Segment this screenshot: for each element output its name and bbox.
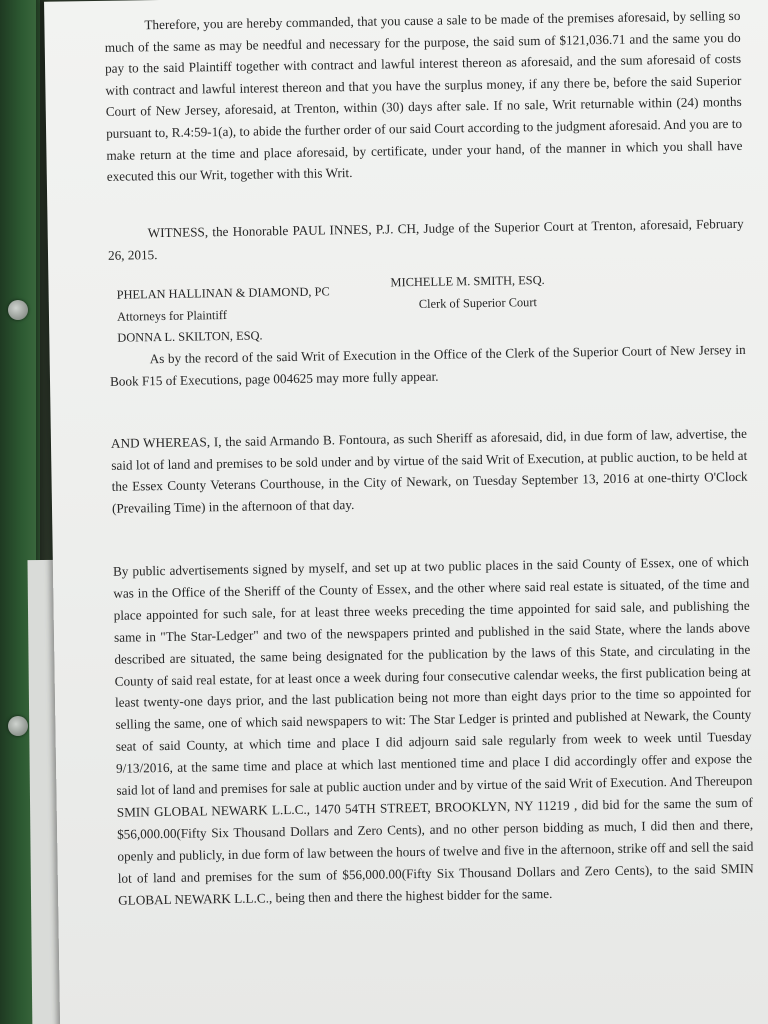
- binder-hole-bottom: [8, 716, 28, 736]
- signature-block: [108, 272, 745, 347]
- clerk-title: Clerk of Superior Court: [418, 294, 537, 311]
- command-paragraph-block: [104, 5, 743, 188]
- document-page: [44, 0, 768, 1024]
- record-paragraph: As by the record of the said Writ of Execution in the Office of the Clerk of the Superior Court of New Jersey in Book F15 of Executions, page 004625 may more fully appear.: [109, 341, 746, 389]
- command-paragraph: Therefore, you are hereby commanded, that you cause a sale to be made of the premises aforesaid, by selling so much of the same as may be needful and necessary for the purpose, the said sum of $121,036.71 and the same you do pay to the said Plaintiff together with contract and lawful interest thereon as aforesaid, and the sum aforesaid of costs with contract and lawful interest thereon and that you have the surplus money, if any there be, before the said Superior Court of New Jersey, aforesaid, at Trenton, within (30) days after sale. If no sale, Writ returnable within (24) months pursuant to, R.4:59-1(a), to abide the further order of our said Court according to the judgment aforesaid. And you are to make return at the time and place aforesaid, by certificate, under your hand, of the manner in which you shall have executed this our Writ, together with this Writ.: [104, 7, 743, 185]
- advertisement-block: [113, 551, 754, 911]
- witness-paragraph: WITNESS, the Honorable PAUL INNES, P.J. CH, Judge of the Superior Court at Trenton, aforesaid, February 26, 2015.: [107, 215, 744, 263]
- attorney-name: DONNA L. SKILTON, ESQ.: [117, 328, 263, 345]
- clerk-signature: [390, 267, 711, 315]
- advertisement-paragraph: By public advertisements signed by myself, and set up at two public places in the said County of Essex, one of which was in the Office of the Sheriff of the County of Essex, and the other where said real estate is situated, of the time and place appointed for such sale, for at least three weeks preceding the time appointed for said sale, and publishing the same in "The Star-Ledger" and two of the newspapers printed and published in the said State, where the lands above described are situated, the same being designated for the publication by the laws of this State, and circulating in the County of said real estate, for at least once a week during four consecutive calendar weeks, the first publication being at least twenty-one days prior, and the last publication being not more than eight days prior to the time so appointed for selling the same, one of which said newspapers to wit: The Star Ledger is printed and published at Newark, the County seat of said County, at which time and place I did adjourn said sale regularly from week to week until Tuesday 9/13/2016, at the same time and place at which last mentioned time and place I did accordingly offer and expose the said lot of land and premises for sale at public auction under and by virtue of the said Writ of Execution. And Thereupon SMIN GLOBAL NEWARK L.L.C., 1470 54TH STREET, BROOKLYN, NY 11219 , did bid for the same the sum of $56,000.00(Fifty Six Thousand Dollars and Zero Cents), and no other person bidding as much, I did then and there, openly and publicly, in due form of law between the hours of twelve and five in the afternoon, strike off and sell the said lot of land and premises for the sum of $56,000.00(Fifty Six Thousand Dollars and Zero Cents), to the said SMIN GLOBAL NEWARK L.L.C., being then and there the highest bidder for the same.: [112, 553, 754, 908]
- attorney-signature: [116, 280, 417, 349]
- whereas-block: [111, 423, 748, 519]
- attorney-role: Attorneys for Plaintiff: [116, 307, 227, 324]
- whereas-paragraph: AND WHEREAS, I, the said Armando B. Fontoura, as such Sheriff as aforesaid, did, in due form of law, advertise, the said lot of land and premises to be sold under and by virtue of the said Writ of Execution, at public auction, to be held at the Essex County Veterans Courthouse, in the City of Newark, on Tuesday September 13, 2016 at one-thirty O'Clock (Prevailing Time) in the afternoon of that day.: [110, 425, 748, 516]
- clerk-name: MICHELLE M. SMITH, ESQ.: [390, 272, 545, 290]
- witness-block: [108, 213, 745, 266]
- law-firm-name: PHELAN HALLINAN & DIAMOND, PC: [116, 284, 330, 302]
- binder-hole-top: [8, 300, 28, 320]
- record-block: [110, 339, 747, 392]
